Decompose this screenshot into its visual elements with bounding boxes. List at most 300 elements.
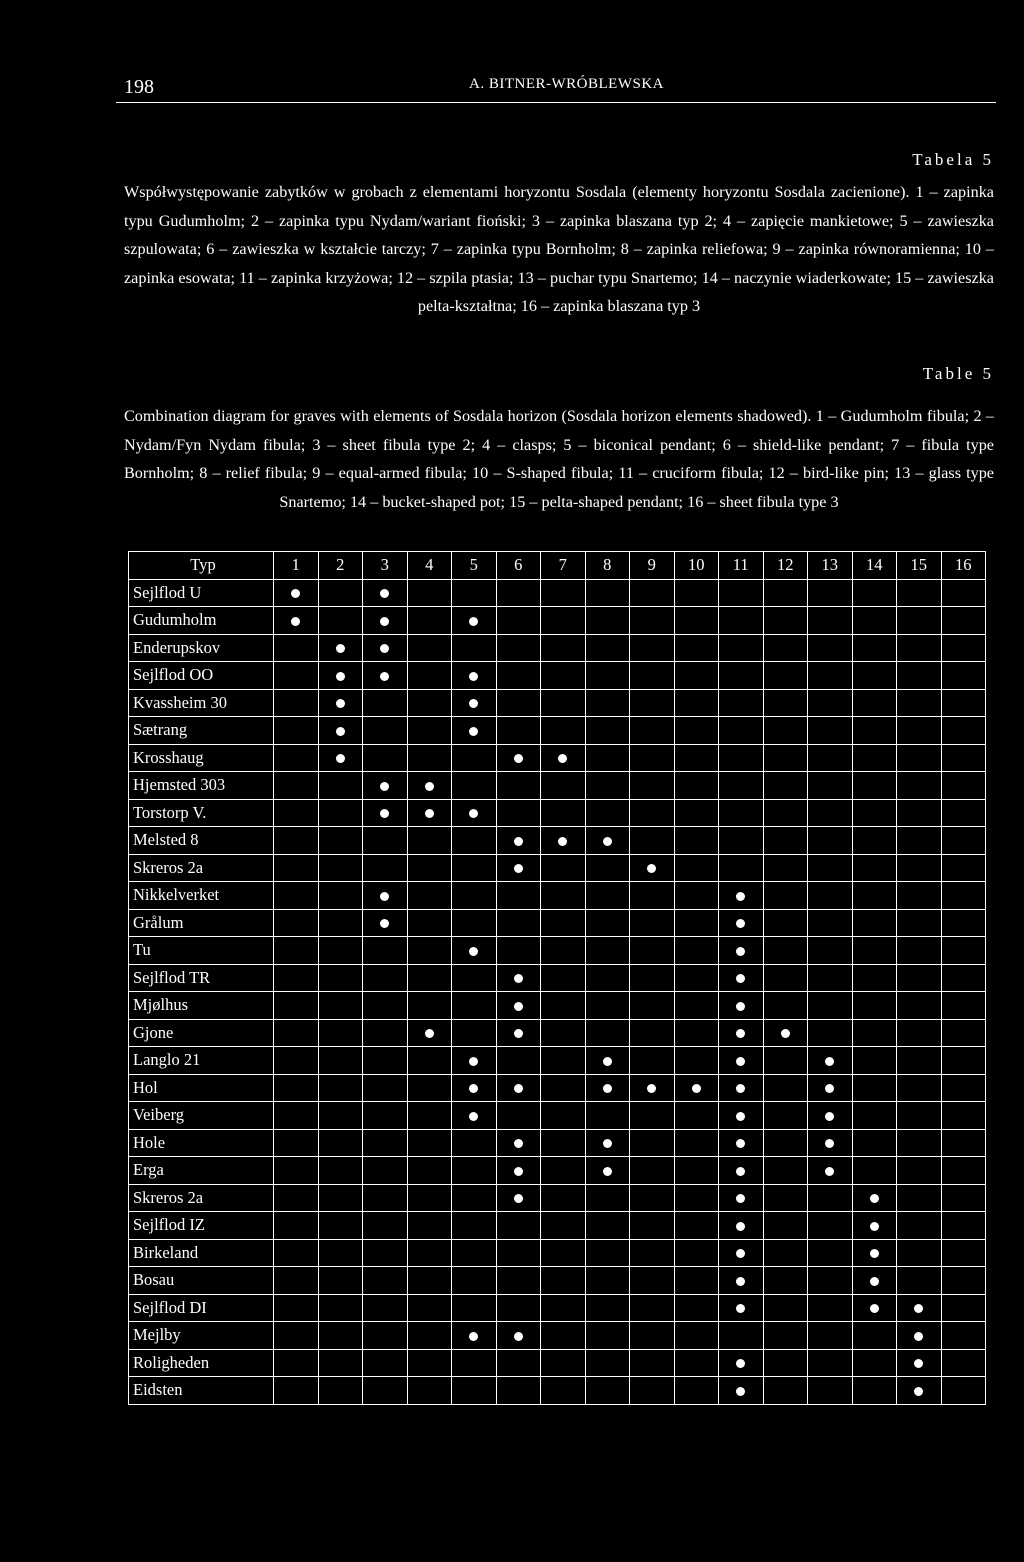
presence-dot-icon <box>603 1057 612 1066</box>
header-typ: Typ <box>129 552 274 580</box>
table-cell <box>897 1047 942 1075</box>
presence-dot-icon <box>825 1139 834 1148</box>
presence-dot-icon <box>336 754 345 763</box>
table-cell <box>585 854 630 882</box>
table-cell <box>808 964 853 992</box>
presence-dot-icon <box>514 864 523 873</box>
table-cell <box>808 744 853 772</box>
table-cell <box>897 634 942 662</box>
table-cell <box>363 854 408 882</box>
table-cell <box>274 992 319 1020</box>
table-cell <box>496 909 541 937</box>
table-cell <box>496 1129 541 1157</box>
table-cell <box>585 1047 630 1075</box>
table-row <box>129 799 986 827</box>
table-cell <box>496 1212 541 1240</box>
site-name: Grålum <box>129 909 274 937</box>
table-cell <box>763 1294 808 1322</box>
table-cell <box>496 634 541 662</box>
table-cell <box>852 744 897 772</box>
table-cell <box>407 689 452 717</box>
table-cell <box>763 717 808 745</box>
table-cell <box>585 634 630 662</box>
table-cell <box>541 1047 586 1075</box>
table-cell <box>852 607 897 635</box>
table-cell <box>941 744 986 772</box>
presence-dot-icon <box>514 1332 523 1341</box>
table-cell <box>318 772 363 800</box>
table-cell <box>274 827 319 855</box>
table-cell <box>452 579 497 607</box>
table-cell <box>630 799 675 827</box>
table-cell <box>763 772 808 800</box>
table-cell <box>808 1019 853 1047</box>
table-cell <box>808 854 853 882</box>
table-cell <box>363 937 408 965</box>
table-cell <box>941 1267 986 1295</box>
table-row <box>129 662 986 690</box>
presence-dot-icon <box>736 1249 745 1258</box>
table-cell <box>585 1239 630 1267</box>
presence-dot-icon <box>469 699 478 708</box>
presence-dot-icon <box>514 1194 523 1203</box>
table-cell <box>541 964 586 992</box>
table-cell <box>808 772 853 800</box>
table-cell <box>274 607 319 635</box>
site-name: Sejlflod DI <box>129 1294 274 1322</box>
table-cell <box>274 799 319 827</box>
header-type-14: 14 <box>852 552 897 580</box>
table-cell <box>363 1349 408 1377</box>
table-cell <box>763 992 808 1020</box>
table-cell <box>318 1102 363 1130</box>
table-cell <box>407 1377 452 1405</box>
site-name: Krosshaug <box>129 744 274 772</box>
presence-dot-icon <box>603 1084 612 1093</box>
table-cell <box>318 1129 363 1157</box>
presence-dot-icon <box>425 1029 434 1038</box>
table-cell <box>363 1377 408 1405</box>
table-cell <box>808 827 853 855</box>
table-cell <box>763 1349 808 1377</box>
table-cell <box>897 909 942 937</box>
table-cell <box>852 1212 897 1240</box>
table-cell <box>941 1019 986 1047</box>
table-cell <box>941 1322 986 1350</box>
table-cell <box>541 634 586 662</box>
table-cell <box>541 689 586 717</box>
table-cell <box>407 1184 452 1212</box>
table-cell <box>585 1074 630 1102</box>
table-cell <box>407 662 452 690</box>
table-cell <box>763 909 808 937</box>
table-cell <box>318 827 363 855</box>
table-cell <box>852 1267 897 1295</box>
table-cell <box>541 799 586 827</box>
table-cell <box>274 1102 319 1130</box>
table-cell <box>452 937 497 965</box>
table-cell <box>852 1184 897 1212</box>
presence-dot-icon <box>603 837 612 846</box>
table-cell <box>763 744 808 772</box>
table-cell <box>452 689 497 717</box>
site-name: Mjølhus <box>129 992 274 1020</box>
table-cell <box>808 882 853 910</box>
table-cell <box>852 1377 897 1405</box>
table-cell <box>585 1267 630 1295</box>
presence-dot-icon <box>558 837 567 846</box>
table-cell <box>852 1074 897 1102</box>
table-cell <box>941 1294 986 1322</box>
table-cell <box>808 1349 853 1377</box>
table-cell <box>941 992 986 1020</box>
table-cell <box>496 689 541 717</box>
table-cell <box>630 1322 675 1350</box>
header-type-13: 13 <box>808 552 853 580</box>
table-cell <box>452 827 497 855</box>
table-cell <box>407 799 452 827</box>
table-cell <box>852 717 897 745</box>
table-cell <box>719 1349 764 1377</box>
table-cell <box>763 1322 808 1350</box>
table-cell <box>852 827 897 855</box>
presence-dot-icon <box>736 1029 745 1038</box>
table-cell <box>808 1267 853 1295</box>
table-cell <box>941 579 986 607</box>
table-cell <box>452 1102 497 1130</box>
table-cell <box>763 799 808 827</box>
table-cell <box>407 1212 452 1240</box>
table-cell <box>808 1074 853 1102</box>
table-cell <box>407 854 452 882</box>
table-cell <box>407 909 452 937</box>
table-cell <box>897 1294 942 1322</box>
table-cell <box>407 964 452 992</box>
table-cell <box>941 1212 986 1240</box>
table-cell <box>674 607 719 635</box>
table-cell <box>719 717 764 745</box>
header-type-12: 12 <box>763 552 808 580</box>
table-cell <box>808 1294 853 1322</box>
table-cell <box>808 799 853 827</box>
table-cell <box>852 1047 897 1075</box>
table-cell <box>318 1184 363 1212</box>
table-cell <box>541 937 586 965</box>
presence-dot-icon <box>825 1057 834 1066</box>
table-cell <box>452 744 497 772</box>
presence-dot-icon <box>469 617 478 626</box>
table-cell <box>808 1377 853 1405</box>
table-cell <box>274 1349 319 1377</box>
table-row <box>129 634 986 662</box>
table-cell <box>630 909 675 937</box>
table-cell <box>763 1212 808 1240</box>
table-cell <box>496 717 541 745</box>
table-cell <box>541 1349 586 1377</box>
table-cell <box>496 799 541 827</box>
table-cell <box>674 1074 719 1102</box>
table-cell <box>318 909 363 937</box>
presence-dot-icon <box>469 1332 478 1341</box>
site-name: Gjone <box>129 1019 274 1047</box>
site-name: Erga <box>129 1157 274 1185</box>
table-cell <box>852 634 897 662</box>
table-cell <box>452 964 497 992</box>
table-cell <box>852 1129 897 1157</box>
presence-dot-icon <box>870 1249 879 1258</box>
table-cell <box>407 579 452 607</box>
table-cell <box>318 937 363 965</box>
presence-dot-icon <box>781 1029 790 1038</box>
presence-dot-icon <box>736 1359 745 1368</box>
header-type-3: 3 <box>363 552 408 580</box>
table-row <box>129 1129 986 1157</box>
table-cell <box>719 1294 764 1322</box>
table-cell <box>808 937 853 965</box>
table-cell <box>407 1349 452 1377</box>
table-cell <box>763 1102 808 1130</box>
table-cell <box>452 1239 497 1267</box>
table-cell <box>452 882 497 910</box>
table-cell <box>496 854 541 882</box>
table-cell <box>941 1074 986 1102</box>
table-cell <box>630 1239 675 1267</box>
table-cell <box>452 1129 497 1157</box>
table-cell <box>318 1349 363 1377</box>
table-cell <box>363 909 408 937</box>
table-cell <box>407 607 452 635</box>
header-type-10: 10 <box>674 552 719 580</box>
table-cell <box>941 909 986 937</box>
presence-dot-icon <box>736 1139 745 1148</box>
site-name: Skreros 2a <box>129 1184 274 1212</box>
table-cell <box>674 937 719 965</box>
combination-table <box>128 551 986 1405</box>
table-cell <box>496 964 541 992</box>
table-cell <box>897 1102 942 1130</box>
table-cell <box>585 964 630 992</box>
table-cell <box>719 799 764 827</box>
presence-dot-icon <box>736 1222 745 1231</box>
site-name: Veiberg <box>129 1102 274 1130</box>
table-cell <box>541 1074 586 1102</box>
table-cell <box>363 662 408 690</box>
table-cell <box>630 634 675 662</box>
presence-dot-icon <box>736 1057 745 1066</box>
table-cell <box>719 1047 764 1075</box>
table-cell <box>719 882 764 910</box>
table-cell <box>674 909 719 937</box>
table-cell <box>407 882 452 910</box>
table-cell <box>363 1019 408 1047</box>
table-cell <box>274 854 319 882</box>
table-cell <box>808 909 853 937</box>
site-name: Hole <box>129 1129 274 1157</box>
table-cell <box>719 992 764 1020</box>
site-name: Langlo 21 <box>129 1047 274 1075</box>
presence-dot-icon <box>870 1277 879 1286</box>
table-row <box>129 1019 986 1047</box>
table-cell <box>585 909 630 937</box>
presence-dot-icon <box>514 1139 523 1148</box>
table-cell <box>852 992 897 1020</box>
table-cell <box>808 607 853 635</box>
table-row <box>129 1102 986 1130</box>
table-cell <box>941 662 986 690</box>
table-cell <box>719 744 764 772</box>
table-cell <box>363 964 408 992</box>
table-cell <box>897 799 942 827</box>
table-cell <box>541 1019 586 1047</box>
presence-dot-icon <box>736 947 745 956</box>
presence-dot-icon <box>380 919 389 928</box>
presence-dot-icon <box>825 1112 834 1121</box>
table-cell <box>630 717 675 745</box>
table-cell <box>274 964 319 992</box>
table-cell <box>541 1239 586 1267</box>
table-cell <box>719 662 764 690</box>
table-row <box>129 909 986 937</box>
table-cell <box>897 1184 942 1212</box>
site-name: Bosau <box>129 1267 274 1295</box>
site-name: Hjemsted 303 <box>129 772 274 800</box>
table-cell <box>318 1377 363 1405</box>
table-cell <box>585 1212 630 1240</box>
table-cell <box>407 634 452 662</box>
table-cell <box>674 1047 719 1075</box>
table-cell <box>585 799 630 827</box>
table-cell <box>674 1129 719 1157</box>
table-cell <box>674 662 719 690</box>
table-cell <box>452 1157 497 1185</box>
table-cell <box>674 1212 719 1240</box>
table-cell <box>674 1157 719 1185</box>
table-cell <box>585 1294 630 1322</box>
table-cell <box>674 992 719 1020</box>
table-cell <box>274 1047 319 1075</box>
table-cell <box>363 579 408 607</box>
table-cell <box>496 992 541 1020</box>
site-name: Skreros 2a <box>129 854 274 882</box>
presence-dot-icon <box>736 892 745 901</box>
table-cell <box>630 1294 675 1322</box>
table-cell <box>763 1047 808 1075</box>
table-cell <box>541 772 586 800</box>
header-type-2: 2 <box>318 552 363 580</box>
table-row <box>129 1184 986 1212</box>
presence-dot-icon <box>558 754 567 763</box>
table-row <box>129 937 986 965</box>
site-name: Sejlflod U <box>129 579 274 607</box>
table-cell <box>941 772 986 800</box>
table-cell <box>674 579 719 607</box>
table-cell <box>585 607 630 635</box>
table-cell <box>407 992 452 1020</box>
table-cell <box>318 607 363 635</box>
presence-dot-icon <box>736 1112 745 1121</box>
site-name: Birkeland <box>129 1239 274 1267</box>
table-cell <box>452 1349 497 1377</box>
header-type-11: 11 <box>719 552 764 580</box>
table-cell <box>719 607 764 635</box>
table-cell <box>630 1129 675 1157</box>
table-cell <box>852 964 897 992</box>
table-cell <box>630 1377 675 1405</box>
table-cell <box>763 1267 808 1295</box>
site-name: Sætrang <box>129 717 274 745</box>
table-cell <box>541 1102 586 1130</box>
table-cell <box>852 909 897 937</box>
table-cell <box>719 1377 764 1405</box>
table-cell <box>852 772 897 800</box>
table-cell <box>941 1239 986 1267</box>
presence-dot-icon <box>469 672 478 681</box>
header-type-4: 4 <box>407 552 452 580</box>
table-cell <box>852 1019 897 1047</box>
table-row <box>129 1047 986 1075</box>
table-cell <box>674 1377 719 1405</box>
table-cell <box>541 854 586 882</box>
table-cell <box>674 882 719 910</box>
table-cell <box>763 579 808 607</box>
presence-dot-icon <box>736 919 745 928</box>
table-cell <box>407 1129 452 1157</box>
table-cell <box>674 1322 719 1350</box>
table-cell <box>496 744 541 772</box>
table-cell <box>852 1322 897 1350</box>
table-cell <box>808 1322 853 1350</box>
table-cell <box>630 1047 675 1075</box>
table-cell <box>763 937 808 965</box>
presence-dot-icon <box>425 782 434 791</box>
table-cell <box>407 1157 452 1185</box>
table-cell <box>318 634 363 662</box>
table-cell <box>274 1157 319 1185</box>
table-cell <box>674 1267 719 1295</box>
table-cell <box>897 937 942 965</box>
table-cell <box>274 1019 319 1047</box>
site-name: Sejlflod IZ <box>129 1212 274 1240</box>
table-cell <box>363 992 408 1020</box>
table-cell <box>808 1239 853 1267</box>
table-cell <box>274 1074 319 1102</box>
site-name: Sejlflod TR <box>129 964 274 992</box>
table-cell <box>763 1157 808 1185</box>
table-cell <box>808 689 853 717</box>
table-cell <box>496 1047 541 1075</box>
table-cell <box>274 1267 319 1295</box>
table-cell <box>541 717 586 745</box>
table-cell <box>274 772 319 800</box>
table-cell <box>496 662 541 690</box>
table-cell <box>897 1157 942 1185</box>
table-cell <box>407 1294 452 1322</box>
table-cell <box>941 689 986 717</box>
table-cell <box>274 1212 319 1240</box>
table-cell <box>719 1322 764 1350</box>
page-number: 198 <box>124 76 154 98</box>
table-cell <box>274 937 319 965</box>
table-cell <box>674 1184 719 1212</box>
table-cell <box>630 744 675 772</box>
table-row <box>129 827 986 855</box>
table-cell <box>763 1074 808 1102</box>
table-cell <box>452 662 497 690</box>
table-cell <box>407 744 452 772</box>
table-cell <box>941 937 986 965</box>
table-cell <box>897 1239 942 1267</box>
site-name: Mejlby <box>129 1322 274 1350</box>
